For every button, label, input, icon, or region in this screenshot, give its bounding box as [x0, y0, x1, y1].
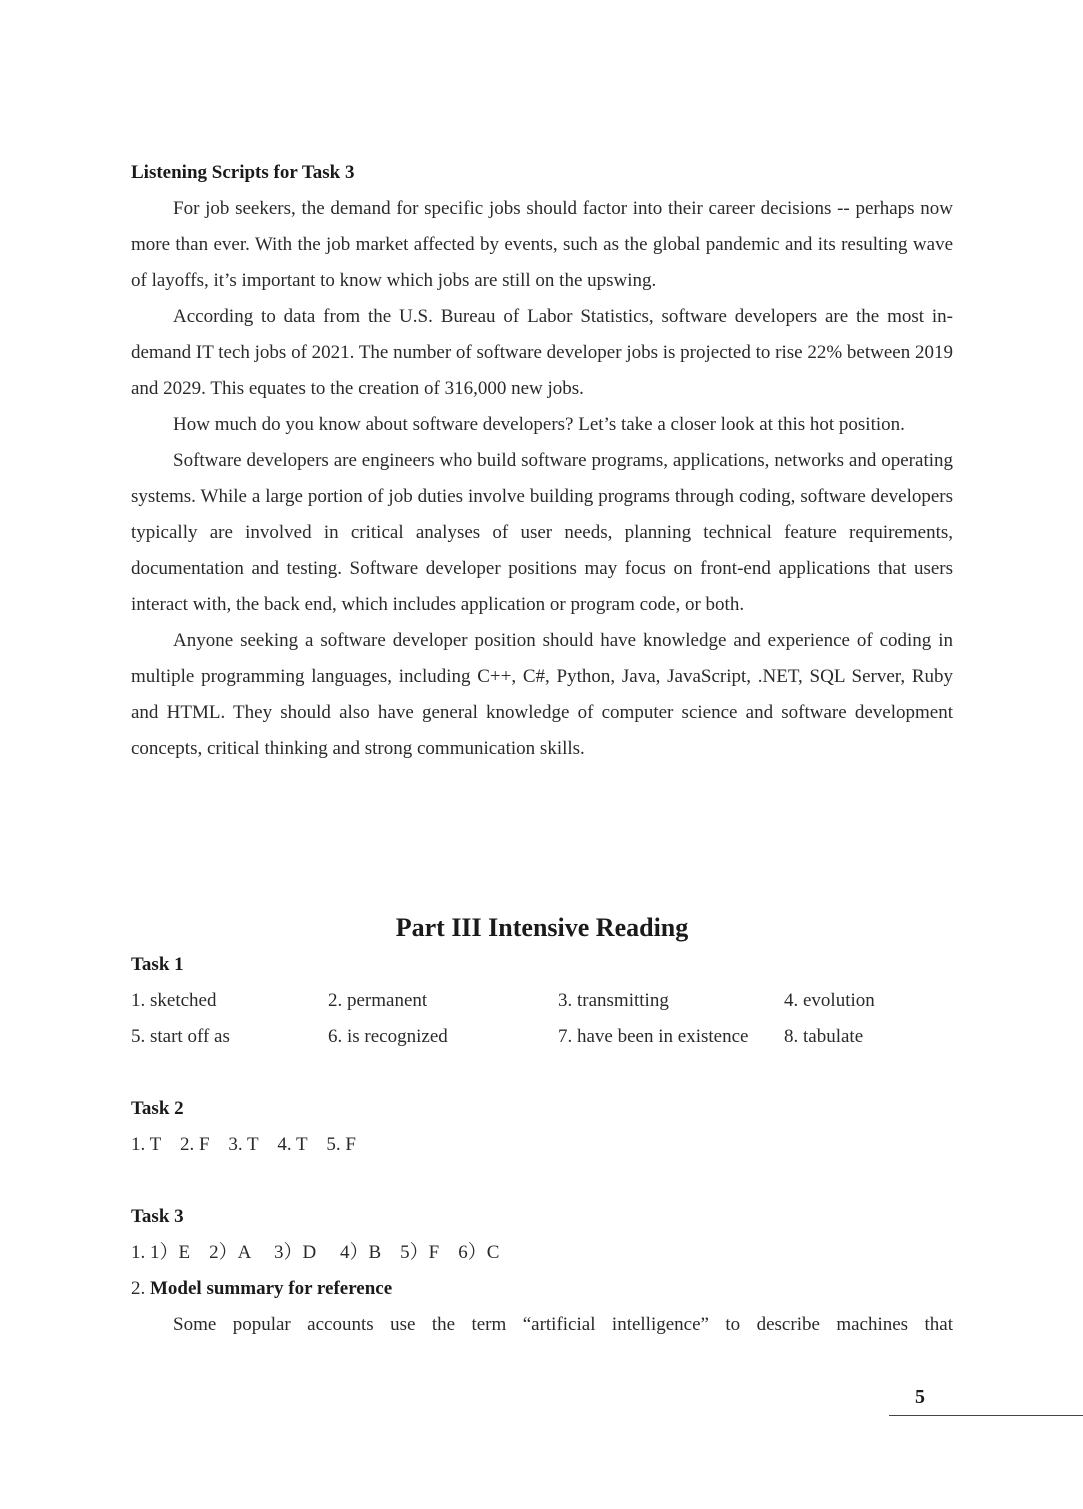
task1-row [131, 1019, 953, 1055]
task2-answer: 3. T [228, 1134, 259, 1155]
task2-answer: 5. F [326, 1134, 356, 1155]
script-paragraph: For job seekers, the demand for specific jobs should factor into their career decisions -- perhaps now more than ever. With the job market affected by events, such as the global pandemic and its resulting wave of layoffs, it’s important to know which jobs are still on the upswing. [131, 198, 953, 291]
task1-answer: 7. have been in existence [558, 1026, 749, 1047]
listening-scripts-section [131, 155, 953, 767]
task1-answer: 2. permanent [328, 990, 428, 1011]
task1-answer: 1. sketched [131, 990, 217, 1011]
page-number: 5 [915, 1386, 925, 1408]
task1-answer: 8. tabulate [784, 1026, 864, 1047]
task2-answer: 4. T [277, 1134, 308, 1155]
task1-answer: 3. transmitting [558, 990, 669, 1011]
script-paragraph: Anyone seeking a software developer position should have knowledge and experience of coding in multiple programming languages, including C++, C#, Python, Java, JavaScript, .NET, SQL Server, Ruby and HTML. They should also have general knowledge of computer science and software development concepts, critical thinking and strong communication skills. [131, 630, 953, 759]
model-summary-heading: Model summary for reference [150, 1278, 393, 1299]
task2-answer: 1. T [131, 1134, 162, 1155]
summary-paragraph: Some popular accounts use the term “artificial intelligence” to describe machines that [173, 1314, 953, 1335]
task1-label: Task 1 [131, 954, 184, 975]
task3-matching-answers: 1. 1）E 2）A 3）D 4）B 5）F 6）C [131, 1242, 500, 1263]
script-paragraph: Software developers are engineers who build software programs, applications, networks and operating systems. While a large portion of job duties involve building programs through coding, software developers typically are involved in critical analyses of user needs, planning technical feature requirements, documentation and testing. Software developer positions may focus on front-end applications that users interact with, the back end, which includes application or program code, or both. [131, 450, 953, 615]
part-title: Part III Intensive Reading [395, 913, 689, 942]
task3-item2-number: 2. [131, 1278, 150, 1299]
task1-answer: 4. evolution [784, 990, 875, 1011]
task1-section [131, 947, 953, 1055]
task2-section [131, 1091, 953, 1163]
script-paragraph: According to data from the U.S. Bureau of Labor Statistics, software developers are the most in-demand IT tech jobs of 2021. The number of software developer jobs is projected to rise 22% between 2019 and 2029. This equates to the creation of 316,000 new jobs. [131, 306, 953, 399]
task2-answer: 2. F [180, 1134, 210, 1155]
task2-label: Task 2 [131, 1098, 184, 1119]
script-paragraph: How much do you know about software developers? Let’s take a closer look at this hot position. [173, 414, 905, 435]
task2-answers [131, 1127, 953, 1163]
task3-label: Task 3 [131, 1206, 184, 1227]
task3-section [131, 1199, 953, 1343]
task3-item2 [131, 1271, 953, 1307]
scripts-heading: Listening Scripts for Task 3 [131, 162, 355, 183]
task1-answer: 6. is recognized [328, 1026, 448, 1047]
task1-row [131, 983, 953, 1019]
footer-rule [889, 1415, 1083, 1416]
task1-answer: 5. start off as [131, 1026, 230, 1047]
